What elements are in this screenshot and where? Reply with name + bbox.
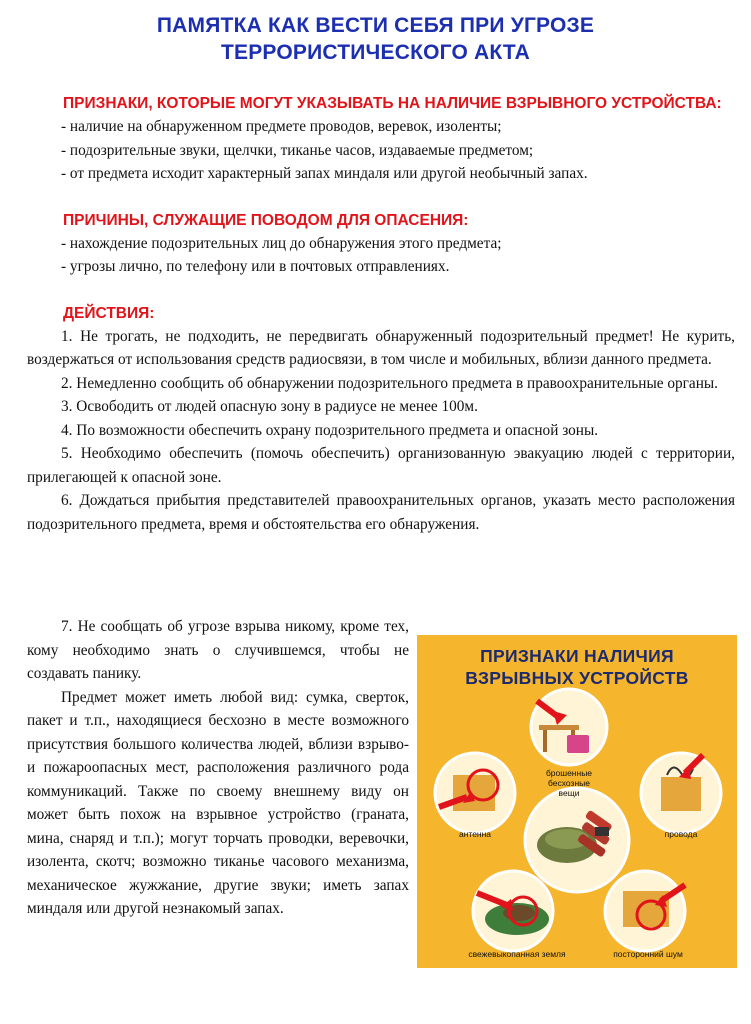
poster-title [417, 645, 737, 689]
action-step-3: 3. Освободить от людей опасную зону в радиусе не менее 100м. [61, 398, 478, 415]
action-step-7: 7. Не сообщать об угрозе взрыва никому, кроме тех, кому необходимо знать о случившемся, чтобы не создавать панику. [27, 618, 409, 682]
poster-title-line-1: ПРИЗНАКИ НАЛИЧИЯ [480, 646, 674, 666]
antenna-image [435, 753, 515, 833]
caption-dug-earth: свежевыкопанная земля [468, 949, 566, 959]
foreign-noise-image [605, 871, 685, 951]
action-step-5: 5. Необходимо обеспечить (помочь обеспечить) организованную эвакуацию людей с территории, прилегающей к опасной зоне. [27, 445, 735, 486]
section-heading-actions: ДЕЙСТВИЯ: [63, 304, 155, 322]
lower-text-column [27, 615, 409, 921]
section-heading-reasons: ПРИЧИНЫ, СЛУЖАЩИЕ ПОВОДОМ ДЛЯ ОПАСЕНИЯ: [63, 211, 469, 229]
wires-image [641, 753, 721, 833]
list-item: - от предмета исходит характерный запах миндаля или другой необычный запах. [61, 165, 588, 182]
page-title-line-1: ПАМЯТКА КАК ВЕСТИ СЕБЯ ПРИ УГРОЗЕ [156, 14, 595, 37]
mine-dynamite-image [525, 788, 629, 892]
list-item: - подозрительные звуки, щелчки, тиканье часов, издаваемые предметом; [61, 141, 534, 159]
dug-earth-image [473, 871, 553, 951]
caption-wires: провода [664, 829, 698, 839]
action-step-6: 6. Дождаться прибытия представителей правоохранительных органов, указать место расположения подозрительного предмета, время и обстоятельства его обнаружения. [27, 492, 735, 533]
action-step-1: 1. Не трогать, не подходить, не передвигать обнаруженный подозрительный предмет! Не курить, воздержаться от использования средств радиосвязи, в том числе и мобильных, вблизи данного предмета. [27, 327, 735, 368]
caption-foreign-noise: посторонний шум [613, 949, 683, 959]
object-description: Предмет может иметь любой вид: сумка, сверток, пакет и т.п., находящиеся бесхозно в месте возможного присутствия большого количества людей, вблизи взрыво- и пожароопасных мест, расположения различного рода коммуникаций. Также по своему внешнему виду он может быть похож на взрывное устройство (граната, мина, снаряд и т.п.); могут торчать проводки, веревочки, изолента, скотч; возможно тиканье часового механизма, механическое жужжание, другие звуки; иметь запах миндаля или другой незнакомый запах. [27, 688, 409, 917]
caption-abandoned-items: брошенные бесхозные вещи [545, 768, 593, 798]
list-item: - нахождение подозрительных лиц до обнаружения этого предмета; [61, 234, 502, 252]
poster-title-line-2: ВЗРЫВНЫХ УСТРОЙСТВ [465, 668, 689, 688]
main-content [27, 92, 735, 536]
page-title-line-2: ТЕРРОРИСТИЧЕСКОГО АКТА [220, 41, 531, 64]
action-step-2: 2. Немедленно сообщить об обнаружении подозрительного предмета в правоохранительные органы. [61, 374, 718, 392]
explosive-signs-poster [417, 635, 737, 968]
abandoned-items-image [531, 689, 607, 765]
page-title [0, 12, 751, 66]
action-step-4: 4. По возможности обеспечить охрану подозрительного предмета и опасной зоны. [61, 421, 599, 439]
list-item: - угрозы лично, по телефону или в почтовых отправлениях. [61, 258, 450, 275]
caption-antenna: антенна [458, 829, 492, 839]
section-heading-signs: ПРИЗНАКИ, КОТОРЫЕ МОГУТ УКАЗЫВАТЬ НА НАЛИЧИЕ ВЗРЫВНОГО УСТРОЙСТВА: [63, 95, 722, 112]
list-item: - наличие на обнаруженном предмете проводов, веревок, изоленты; [61, 118, 502, 135]
